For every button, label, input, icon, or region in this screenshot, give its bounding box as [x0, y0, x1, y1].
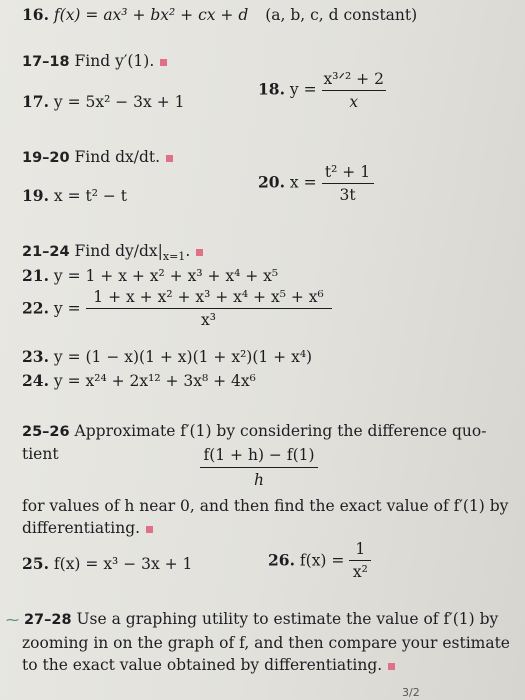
fraction	[349, 540, 371, 581]
problem-expression: y = 5x² − 3x + 1	[53, 93, 185, 111]
fraction-numerator: x³ᐟ² + 2	[322, 70, 386, 91]
section-text-line: zooming in on the graph of f, and then compare your estimate	[22, 634, 510, 652]
evaluation-subscript: x=1	[162, 250, 186, 264]
problem-note: (a, b, c, d constant)	[265, 6, 418, 24]
problem-19	[22, 187, 127, 205]
section-text-line: differentiating.	[22, 519, 141, 537]
fraction-numerator: f(1 + h) − f(1)	[200, 445, 318, 468]
problem-20	[258, 163, 374, 204]
problem-number: 16.	[22, 5, 49, 24]
fraction-denominator: x³	[201, 311, 216, 329]
problem-number: 17.	[22, 92, 49, 111]
fraction-denominator: h	[254, 471, 264, 489]
problem-25	[22, 555, 192, 573]
problem-expression: x = t² − t	[53, 187, 128, 205]
fraction	[86, 288, 332, 329]
problem-16	[22, 6, 417, 24]
problem-expression: y = 1 + x + x² + x³ + x⁴ + x⁵	[53, 267, 279, 285]
square-marker-icon	[160, 59, 167, 66]
problem-22	[22, 288, 332, 329]
problem-expression: y = x²⁴ + 2x¹² + 3x⁸ + 4x⁶	[53, 372, 256, 390]
square-marker-icon	[196, 249, 203, 256]
section-range: 17–18	[22, 54, 70, 70]
section-17-18-header	[22, 52, 167, 71]
difference-quotient-fraction	[200, 445, 318, 490]
section-range: 27–28	[23, 612, 72, 628]
problem-18	[258, 70, 386, 111]
section-range: 19–20	[22, 150, 70, 166]
problem-lhs: y =	[53, 299, 81, 318]
section-text-line: tient	[22, 445, 59, 463]
problem-lhs: x =	[289, 173, 317, 192]
problem-21	[22, 267, 278, 285]
section-19-20-header	[22, 148, 173, 167]
section-text-line: Approximate f′(1) by considering the difference quo-	[74, 422, 487, 440]
problem-number: 19.	[22, 186, 49, 205]
problem-number: 18.	[258, 79, 285, 99]
square-marker-icon	[388, 663, 395, 670]
section-range: 25–26	[22, 424, 70, 440]
problem-expression: f(x) = ax³ + bx² + cx + d	[53, 6, 249, 24]
problem-number: 25.	[22, 554, 49, 573]
section-title: Find dx/dt.	[74, 148, 161, 166]
tilde-checkmark-icon: ⁓	[6, 613, 19, 628]
section-range: 21–24	[22, 244, 70, 260]
problem-number: 20.	[258, 172, 285, 192]
section-title: Find y′(1).	[74, 52, 155, 70]
problem-number: 23.	[22, 347, 49, 366]
page-number: 3/2	[402, 686, 420, 699]
fraction-denominator: x²	[352, 563, 368, 581]
problem-lhs: f(x) =	[299, 551, 345, 570]
problem-24	[22, 372, 256, 390]
fraction	[322, 163, 374, 204]
section-27-28	[6, 608, 516, 676]
problem-number: 22.	[22, 298, 49, 318]
problem-17	[22, 93, 184, 111]
problem-23	[22, 348, 312, 366]
section-text-line: for values of h near 0, and then find the exact value of f′(1) by	[22, 497, 509, 515]
problem-number: 26.	[268, 550, 295, 570]
section-title: Find dy/dx|	[74, 242, 163, 260]
problem-number: 24.	[22, 371, 49, 390]
section-dot: .	[185, 242, 191, 260]
fraction-numerator: 1 + x + x² + x³ + x⁴ + x⁵ + x⁶	[86, 288, 332, 309]
fraction-denominator: 3t	[339, 186, 356, 204]
problem-lhs: y =	[289, 80, 317, 99]
fraction-numerator: 1	[349, 540, 371, 561]
fraction	[322, 70, 386, 111]
problem-expression: f(x) = x³ − 3x + 1	[53, 555, 193, 573]
section-25-26	[22, 420, 512, 539]
problem-number: 21.	[22, 266, 49, 285]
fraction-numerator: t² + 1	[322, 163, 374, 184]
section-text-line: Use a graphing utility to estimate the value of f′(1) by	[76, 610, 499, 628]
square-marker-icon	[166, 155, 173, 162]
section-21-24-header	[22, 242, 203, 266]
square-marker-icon	[146, 526, 153, 533]
fraction-denominator: x	[349, 93, 359, 111]
problem-26	[268, 540, 371, 581]
section-text-line: to the exact value obtained by differentiating.	[22, 656, 383, 674]
problem-expression: y = (1 − x)(1 + x)(1 + x²)(1 + x⁴)	[53, 348, 313, 366]
